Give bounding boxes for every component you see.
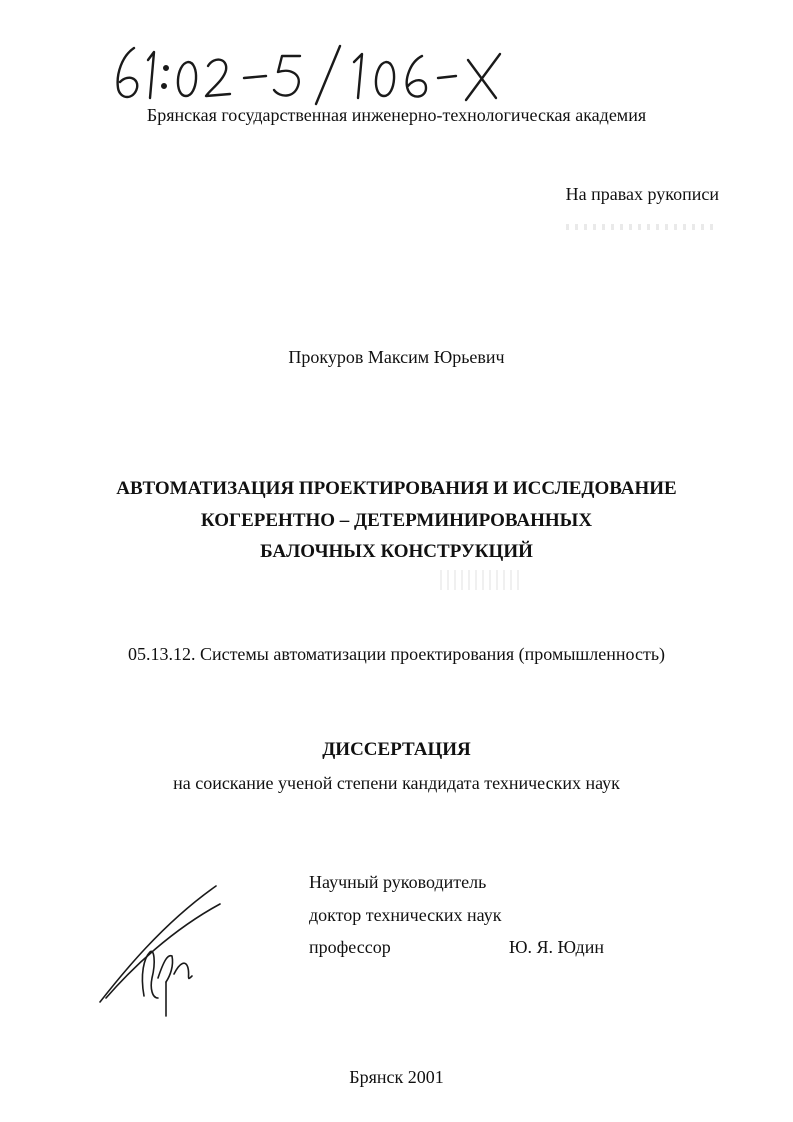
title-line-3: БАЛОЧНЫХ КОНСТРУКЦИЙ [260,541,533,562]
city-and-year: Брянск 2001 [349,1067,444,1087]
handwritten-archive-code [104,40,524,110]
institution-name: Брянская государственная инженерно-технологическая академия [146,105,647,125]
title-line-1: АВТОМАТИЗАЦИЯ ПРОЕКТИРОВАНИЯ И ИССЛЕДОВАНИЕ [116,478,677,499]
scan-noise [440,570,520,590]
author-name: Прокуров Максим Юрьевич [288,347,505,367]
handwritten-code-text: 61:02-5/106-X [104,108,111,109]
title-line-2: КОГЕРЕНТНО – ДЕТЕРМИНИРОВАННЫХ [200,510,593,531]
specialty: 05.13.12. Системы автоматизации проектирования (промышленность) [127,644,666,664]
supervisor-label: Научный руководитель [309,872,487,892]
supervisor-degree: доктор технических наук [309,905,502,925]
rights-note: На правах рукописи [565,184,719,204]
degree-statement: на соискание ученой степени кандидата технических наук [173,773,620,793]
document-type: ДИССЕРТАЦИЯ [322,739,471,760]
supervisor-name: Ю. Я. Юдин [509,937,604,957]
supervisor-rank: профессор [309,937,391,957]
scan-noise [566,224,716,230]
signature [92,878,232,1018]
